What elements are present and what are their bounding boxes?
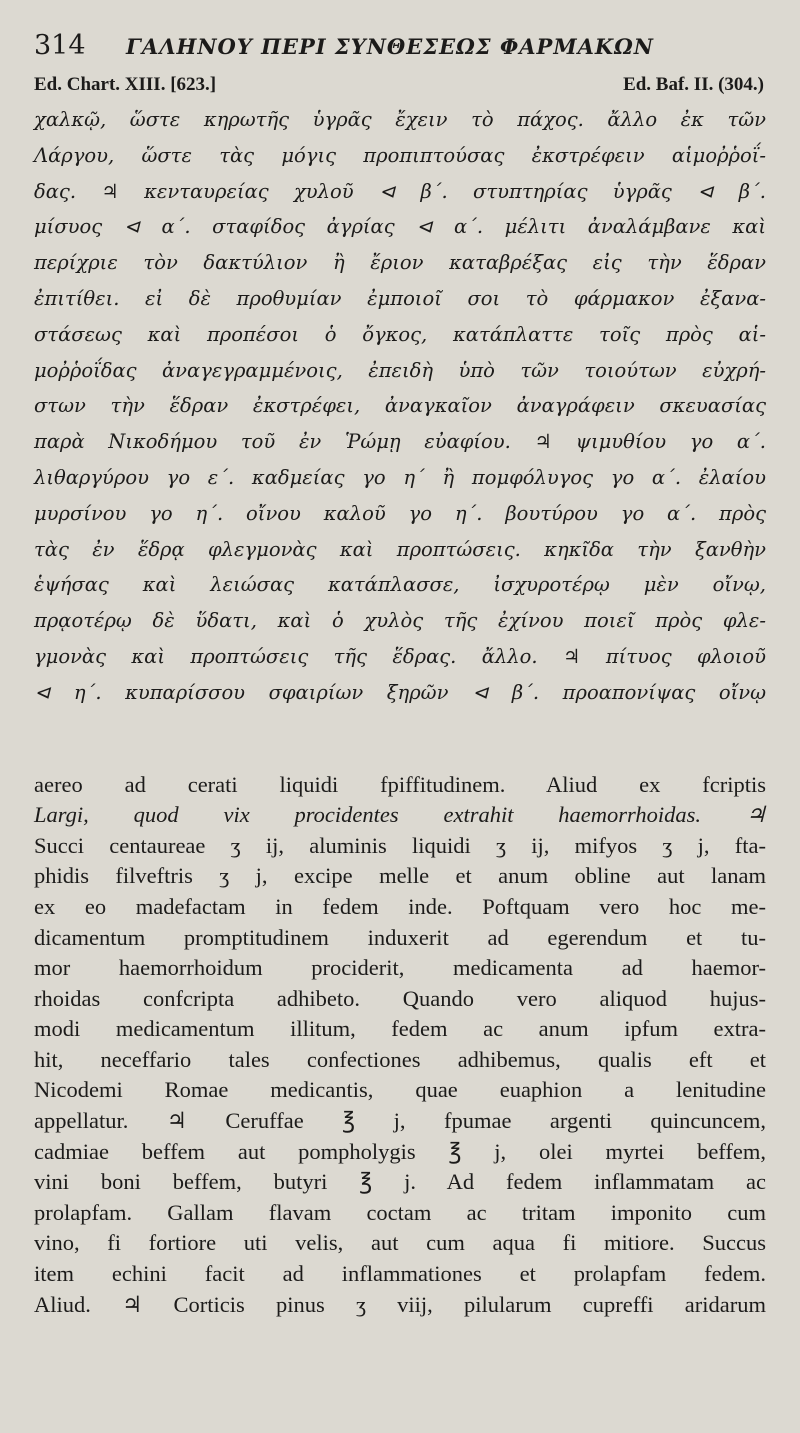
- greek-line: στων τὴν ἕδραν ἐκστρέφει, ἀναγκαῖον ἀναγράφειν σκευασίας: [34, 394, 766, 418]
- latin-line: vini boni beffem, butyri ℥ j. Ad fedem inflammatam ac: [34, 1169, 766, 1195]
- latin-line: hit, neceffario tales confectiones adhibemus, qualis eft et: [34, 1046, 766, 1072]
- latin-line: ex eo madefactam in fedem inde. Poftquam vero hoc me-: [34, 893, 766, 919]
- greek-line: λιθαργύρου γο ε΄. καδμείας γο η΄ ἢ πομφόλυγος γο α΄. ἐλαίου: [34, 465, 766, 489]
- greek-line: ἑψήσας καὶ λειώσας κατάπλασσε, ἰσχυροτέρῳ μὲν οἴνῳ,: [34, 573, 766, 597]
- latin-line: aereo ad cerati liquidi fpiffitudinem. Aliud ex fcriptis: [34, 771, 766, 797]
- running-title: ΓΑΛΗΝΟΥ ΠΕΡΙ ΣΥΝΘΕΣΕΩΣ ΦΑΡΜΑΚΩΝ: [126, 34, 654, 59]
- latin-line: appellatur. ♃ Ceruffae ℥ j, fpumae argenti quincuncem,: [34, 1108, 766, 1134]
- latin-line: prolapfam. Gallam flavam coctam ac tritam imponito cum: [34, 1199, 766, 1225]
- latin-line: cadmiae beffem aut pompholygis ℥ j, olei myrtei beffem,: [34, 1138, 766, 1164]
- latin-line: item echini facit ad inflammationes et prolapfam fedem.: [34, 1261, 766, 1287]
- greek-line: στάσεως καὶ προπέσοι ὁ ὄγκος, κατάπλαττε τοῖς πρὸς αἱ-: [34, 322, 766, 346]
- latin-line: phidis filveftris ʒ j, excipe melle et anum obline aut lanam: [34, 863, 766, 889]
- latin-line: vino, fi fortiore uti velis, aut cum aqua fi mitiore. Succus: [34, 1230, 766, 1256]
- greek-line: χαλκῷ, ὥστε κηρωτῆς ὑγρᾶς ἔχειν τὸ πάχος. ἄλλο ἐκ τῶν: [34, 108, 766, 131]
- edition-chartier-ref: Ed. Chart. XIII. [623.]: [34, 74, 217, 95]
- latin-line: Succi centaureae ʒ ij, aluminis liquidi ʒ ij, mifyos ʒ j, fta-: [34, 832, 766, 858]
- page-number: 314: [34, 30, 86, 61]
- greek-line: δας. ♃ κενταυρείας χυλοῦ ⊲ β΄. στυπτηρίας ὑγρᾶς ⊲ β΄.: [34, 179, 766, 203]
- greek-line: ⊲ η΄. κυπαρίσσου σφαιρίων ξηρῶν ⊲ β΄. προαπονίψας οἴνῳ: [34, 680, 766, 704]
- latin-line: Aliud. ♃ Corticis pinus ʒ viij, pilularum cupreffi aridarum: [34, 1291, 766, 1317]
- latin-line: dicamentum promptitudinem induxerit ad egerendum et tu-: [34, 924, 766, 950]
- latin-line: modi medicamentum illitum, fedem ac anum ipfum extra-: [34, 1016, 766, 1042]
- greek-line: παρὰ Νικοδήμου τοῦ ἐν Ῥώμῃ εὐαφίου. ♃ ψιμυθίου γο α΄.: [34, 430, 766, 454]
- greek-line: γμονὰς καὶ προπτώσεις τῆς ἕδρας. ἄλλο. ♃ πίτυος φλοιοῦ: [34, 644, 766, 668]
- greek-line: τὰς ἐν ἕδρᾳ φλεγμονὰς καὶ προπτώσεις. κηκῖδα τὴν ξανθὴν: [34, 537, 766, 561]
- latin-text-block: [34, 770, 770, 1321]
- edition-basel-ref: Ed. Baf. II. (304.): [623, 74, 764, 95]
- greek-line: περίχριε τὸν δακτύλιον ἢ ἔριον καταβρέξας εἰς τὴν ἕδραν: [34, 251, 766, 275]
- greek-line: πρᾳοτέρῳ δὲ ὕδατι, καὶ ὁ χυλὸς τῆς ἐχίνου ποιεῖ πρὸς φλε-: [34, 609, 766, 633]
- greek-line: Λάργου, ὥστε τὰς μόγις προπιπτούσας ἐκστρέφειν αἱμοῤῥοΐ-: [34, 143, 766, 167]
- running-head: [34, 30, 770, 74]
- latin-line: mor haemorrhoidum prociderit, medicamenta ad haemor-: [34, 955, 766, 981]
- edition-reference-line: [34, 74, 770, 102]
- greek-line: μοῤῥοΐδας ἀναγεγραμμένοις, ἐπειδὴ ὑπὸ τῶν τοιούτων εὐχρή-: [34, 358, 766, 382]
- latin-line: rhoidas confcripta adhibeto. Quando vero aliquod hujus-: [34, 985, 766, 1011]
- greek-text-block: [34, 102, 770, 711]
- latin-line: Nicodemi Romae medicantis, quae euaphion a lenitudine: [34, 1077, 766, 1103]
- greek-line: μυρσίνου γο η΄. οἴνου καλοῦ γο η΄. βουτύρου γο α΄. πρὸς: [34, 501, 766, 525]
- greek-line: μίσυος ⊲ α΄. σταφίδος ἀγρίας ⊲ α΄. μέλιτι ἀναλάμβανε καὶ: [34, 215, 766, 239]
- latin-line: Largi, quod vix procidentes extrahit haemorrhoidas. ♃: [34, 802, 766, 828]
- greek-line: ἐπιτίθει. εἰ δὲ προθυμίαν ἐμποιοῖ σοι τὸ φάρμακον ἐξανα-: [34, 286, 766, 310]
